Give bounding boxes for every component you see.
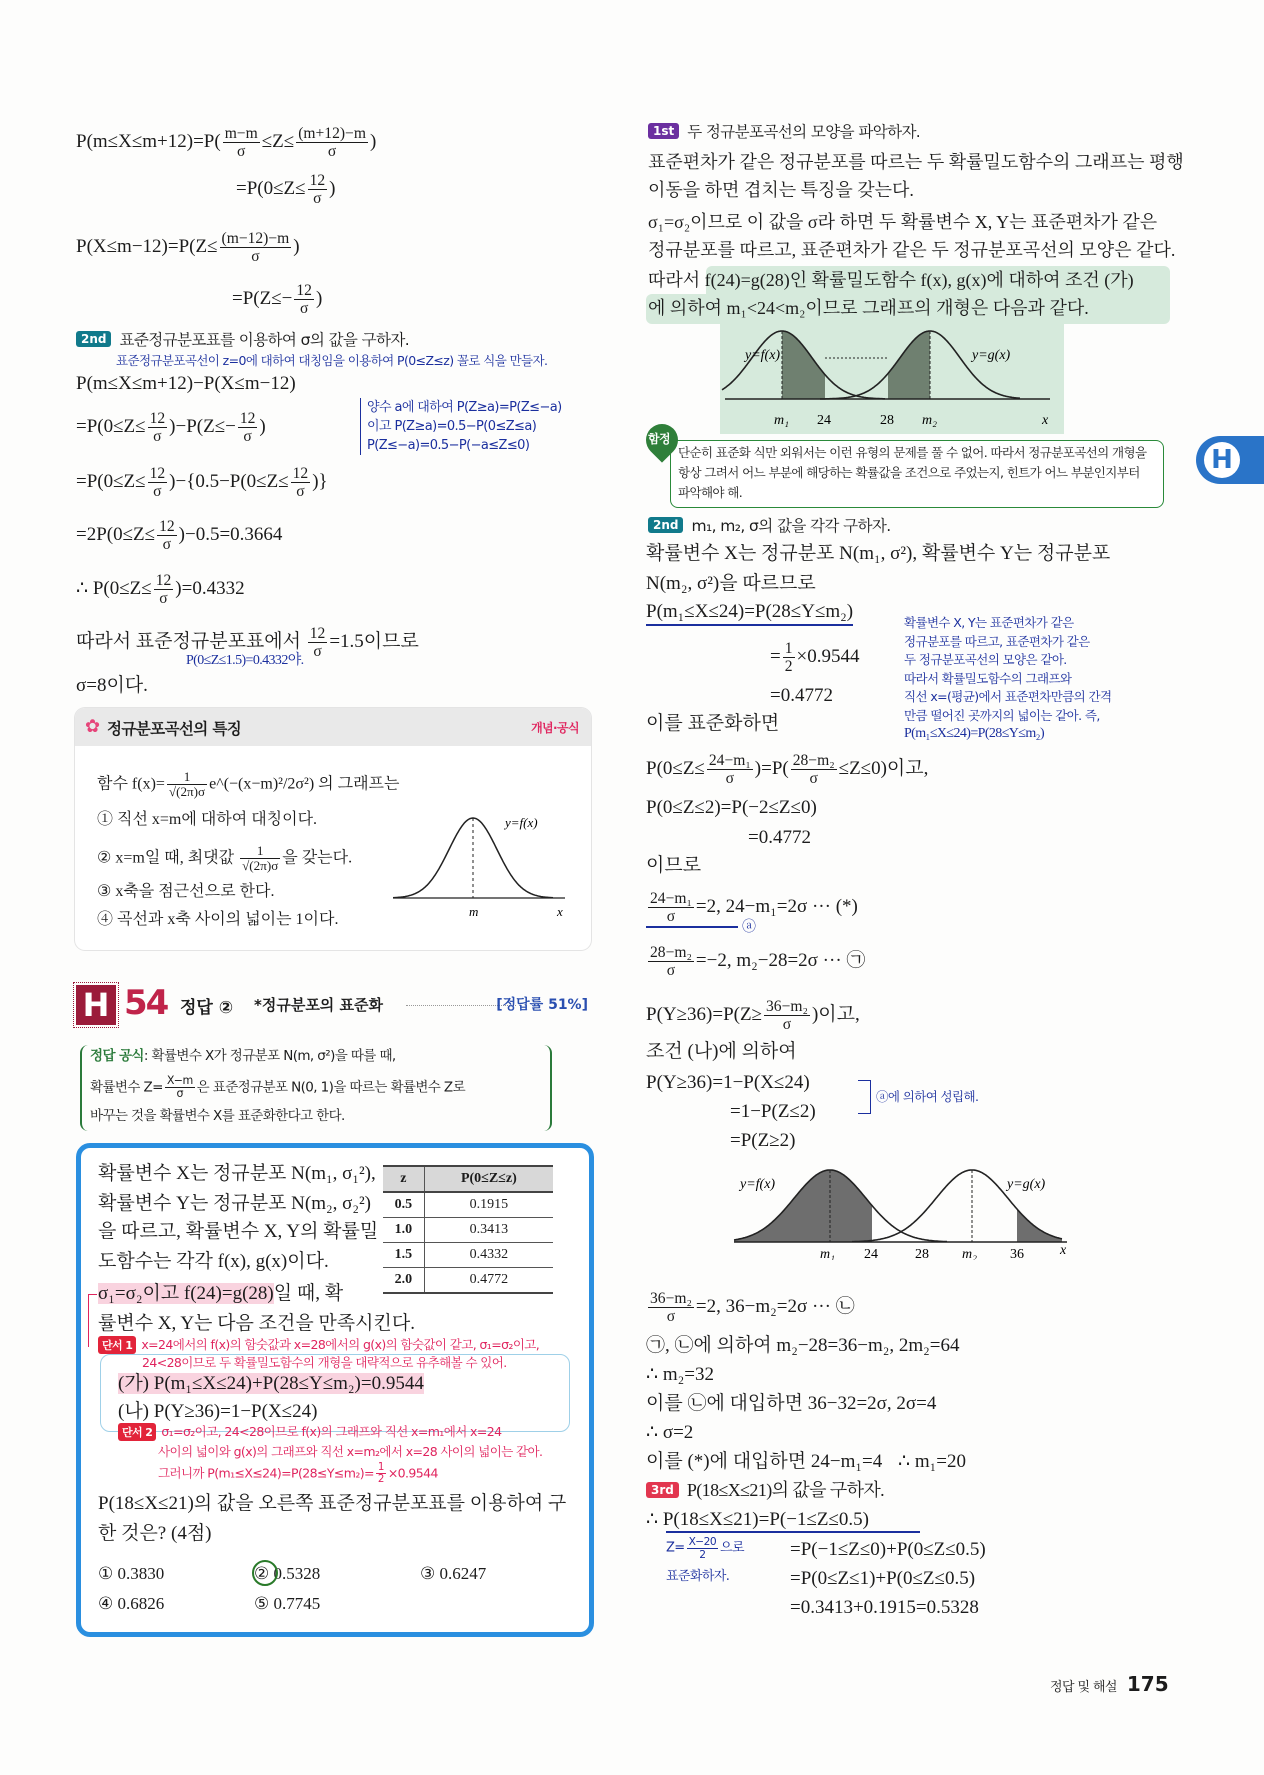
fraction: $\frac{\text{24−m₁}}{\sigma}$ <box>650 890 692 926</box>
section-tab-letter: H <box>1204 442 1240 478</box>
side-note-line: P(m₁≤X≤24)=P(28≤Y≤m₂) <box>904 726 1045 741</box>
side-note-line: P(Z≤−a)=0.5−P(−a≤Z≤0) <box>367 438 530 453</box>
concept-title: 정규분포곡선의 특징 <box>107 720 242 738</box>
side-note-line: 만큼 떨어진 곳까지의 넓이는 같아. 즉, <box>904 707 1100 723</box>
solution-line: P(m₁≤X≤24)=P(28≤Y≤m₂) <box>646 600 853 626</box>
highlighted-condition: σ₁=σ₂이고 f(24)=g(28) <box>98 1283 274 1304</box>
formula-line: P(m≤X≤m+12)−P(X≤m−12) <box>76 373 296 394</box>
step-title: 표준정규분포표를 이용하여 σ의 값을 구하자. <box>119 331 410 349</box>
side-note: 표준화하자. <box>666 1569 730 1584</box>
table-header-cell: P(0≤Z≤z) <box>424 1166 553 1192</box>
tick-label: 28 <box>880 413 894 428</box>
answer-formula <box>80 1045 552 1131</box>
note-bracket <box>858 1080 871 1114</box>
formula-line: 바꾸는 것을 확률변수 X를 표준화한다고 한다. <box>90 1108 345 1124</box>
table-cell: 1.0 <box>383 1218 424 1243</box>
underline-3rd <box>666 1531 920 1533</box>
tick-label: m₁ <box>820 1247 835 1260</box>
table-note: P(0≤Z≤1.5)=0.4332야. <box>186 653 304 668</box>
side-note-line: 확률변수 X, Y는 표준편차가 같은 <box>904 615 1074 630</box>
fraction: $\frac{(m+12)-m}{\sigma}$ <box>298 125 366 161</box>
tick-label: m₂ <box>962 1247 977 1260</box>
trap-line: 단순히 표준화 식만 외워서는 이런 유형의 문제를 풀 수 없어. 따라서 정규분포곡선의 개형을 <box>678 445 1147 460</box>
fraction: $\frac{12}{\sigma}$ <box>155 572 172 608</box>
solution-line: 이를 표준화하면 <box>646 713 780 734</box>
fraction: $\frac{12}{\sigma}$ <box>309 172 326 208</box>
concept-line: ② x=m일 때, 최댓값 $\frac{1}{√(2\pi)\sigma}$ 을 갖는다. <box>97 843 353 874</box>
formula-line: P(m≤X≤m+12)=P( $\frac{m-m}{\sigma}$ ≤Z≤ $\frac{(m+12)-m}{\sigma}$ ) <box>76 125 377 161</box>
tick-label: x <box>1042 413 1049 428</box>
problem-text <box>98 1282 343 1306</box>
solution-line: 이므로 <box>646 855 702 876</box>
problem-text: 도함수는 각각 f(x), g(x)이다. <box>98 1251 329 1272</box>
step2-header <box>76 328 409 352</box>
problem-text: 확률변수 X는 정규분포 N(m₁, σ₁²), <box>98 1163 376 1184</box>
concept-tag: 개념·공식 <box>531 721 579 735</box>
side-note <box>360 398 562 455</box>
tick-label: m₂ <box>922 413 937 428</box>
problem-header <box>76 985 596 1029</box>
table-header-cell: z <box>383 1166 424 1192</box>
clue-text: σ₁=σ₂이고, 24<28이므로 f(x)의 그래프와 직선 x=m₁에서 x=24 <box>161 1424 502 1439</box>
formula-label: 정답 공식 <box>90 1048 144 1064</box>
formula-line: 따라서 표준정규분포표에서 $\frac{12}{\sigma}$ =1.5이므로 <box>76 625 419 661</box>
concept-box <box>75 708 591 950</box>
side-note <box>904 614 1111 744</box>
f-curve-label: y=f(x) <box>740 1177 776 1192</box>
clue2-line: 사이의 넓이와 g(x)의 그래프와 직선 x=m₂에서 x=28 사이의 넓이는 같아. <box>158 1444 543 1459</box>
fraction: $\frac{1}{√(2\pi)\sigma}$ <box>242 843 279 874</box>
solution-line: P(Y≥36)=P(Z≥ $\frac{\text{36−m₂}}{\sigma}$ )이고, <box>646 998 860 1034</box>
solution-line: 확률변수 X는 정규분포 N(m₁, σ²), 확률변수 Y는 정규분포 <box>646 543 1111 564</box>
solution-line: $\frac{\text{28−m₂}}{\sigma}$ =−2, m₂−28=2σ ··· ㉠ <box>650 944 866 980</box>
choice-4[interactable]: ④ 0.6826 <box>98 1594 165 1613</box>
clue-tag: 단서 2 <box>118 1423 156 1441</box>
solution-line: $\frac{\text{24−m₁}}{\sigma}$ =2, 24−m₁=2σ ··· (*) <box>650 890 858 926</box>
fraction: $\frac{12}{\sigma}$ <box>296 282 312 318</box>
note-a: ⓐ에 의하여 성립해. <box>876 1089 979 1104</box>
fraction: $\frac{1}{2}$ <box>784 640 793 676</box>
choice-5[interactable]: ⑤ 0.7745 <box>254 1594 321 1613</box>
table-cell: 2.0 <box>383 1268 424 1294</box>
table-cell: 0.1915 <box>424 1192 553 1218</box>
fraction: $\frac{12}{\sigma}$ <box>239 410 256 446</box>
clue1 <box>98 1336 539 1354</box>
tick-label: 24 <box>864 1247 878 1260</box>
formula-line: =2P(0≤Z≤ $\frac{12}{\sigma}$ )−0.5=0.3664 <box>76 518 283 554</box>
solution-line: =0.4772 <box>770 685 833 706</box>
concept-line: ① 직선 x=m에 대하여 대칭이다. <box>97 811 318 828</box>
clue1-line: 24<28이므로 두 확률밀도함수의 개형을 대략적으로 유추해볼 수 있어. <box>142 1355 507 1370</box>
solution-line: 조건 (나)에 의하여 <box>646 1041 797 1062</box>
solution-line: =0.3413+0.1915=0.5328 <box>790 1597 979 1618</box>
formula-line: =P(Z≤− $\frac{12}{\sigma}$ ) <box>232 282 323 318</box>
footer-label: 정답 및 해설 <box>1050 1680 1117 1695</box>
fraction: $\frac{\text{24−m₁}}{\sigma}$ <box>708 752 751 788</box>
fraction: $\frac{\text{36−m₂}}{\sigma}$ <box>766 998 808 1034</box>
page-footer <box>1050 1672 1169 1697</box>
graph-shaded-tails <box>732 1160 1077 1260</box>
curve-label: y=f(x) <box>505 815 538 830</box>
z-table <box>383 1165 553 1294</box>
problem-text: 을 따르고, 확률변수 X, Y의 확률밀 <box>98 1221 379 1242</box>
step-badge: 2nd <box>76 331 111 347</box>
side-note-line: 직선 x=(평균)에서 표준편차만큼의 간격 <box>904 689 1112 704</box>
step-title: P(18≤X≤21)의 값을 구하자. <box>686 1480 885 1500</box>
solution-line: 정규분포를 따르고, 표준편차가 같은 두 정규분포곡선의 모양은 같다. <box>648 240 1176 260</box>
g-curve-label: y=g(x) <box>972 348 1011 363</box>
trap-line: 파악해야 해. <box>678 485 743 500</box>
fraction: $\frac{\text{28−m₂}}{\sigma}$ <box>650 944 692 980</box>
problem-text: 률변수 X, Y는 다음 조건을 만족시킨다. <box>98 1313 415 1334</box>
solution-line: $\frac{\text{36−m₂}}{\sigma}$ =2, 36−m₂=2σ ··· ㉡ <box>650 1290 855 1326</box>
table-row <box>383 1218 553 1243</box>
solution-line: ∴ σ=2 <box>646 1422 694 1443</box>
table-cell: 1.5 <box>383 1243 424 1268</box>
step2-header <box>648 514 891 538</box>
table-cell: 0.5 <box>383 1192 424 1218</box>
clue2 <box>118 1423 501 1441</box>
solution-line: 따라서 f(24)=g(28)인 확률밀도함수 f(x), g(x)에 대하여 조건 (가) <box>648 270 1134 290</box>
step-badge: 2nd <box>648 517 683 533</box>
solution-line: σ₁=σ₂이므로 이 값을 σ라 하면 두 확률변수 X, Y는 표준편차가 같은 <box>648 212 1158 232</box>
f-curve-label: y=f(x) <box>745 348 781 363</box>
formula-line: 확률변수 Z= $\frac{X-m}{\sigma}$ 은 표준정규분포 N(0, 1)을 따르는 확률변수 Z로 <box>90 1074 466 1101</box>
fraction: $\frac{12}{\sigma}$ <box>292 465 309 501</box>
side-note-line: 이고 P(Z≥a)=0.5−P(0≤Z≤a) <box>367 419 537 434</box>
solution-line: ∴ m₂=32 <box>646 1364 714 1385</box>
solution-line: =P(−1≤Z≤0)+P(0≤Z≤0.5) <box>790 1539 986 1560</box>
fraction: $\frac{\text{28−m₂}}{\sigma}$ <box>792 752 835 788</box>
side-note-line: 따라서 확률밀도함수의 그래프와 <box>904 670 1072 686</box>
problem-number: 54 <box>124 983 168 1023</box>
g-curve-label: y=g(x) <box>1007 1177 1046 1192</box>
correct-rate: [정답률 51%] <box>496 997 588 1013</box>
table-cell: 0.4332 <box>424 1243 553 1268</box>
selected-choice-circle <box>252 1560 278 1586</box>
fraction: $\frac{X-m}{\sigma}$ <box>166 1074 193 1101</box>
solution-line: ㉠, ㉡에 의하여 m₂−28=36−m₂, 2m₂=64 <box>646 1335 960 1356</box>
concept-line: ④ 곡선과 x축 사이의 넓이는 1이다. <box>97 911 339 928</box>
table-row <box>383 1192 553 1218</box>
concept-line: ③ x축을 점근선으로 한다. <box>97 883 275 900</box>
choice-2[interactable]: ② 0.5328 <box>254 1564 321 1583</box>
answer-label: 정답 ② <box>180 998 234 1018</box>
x-axis-label: x <box>557 904 563 919</box>
table-row <box>383 1268 553 1294</box>
solution-line: = $\frac{1}{2}$ ×0.9544 <box>770 640 860 676</box>
table-row <box>383 1243 553 1268</box>
formula-line: σ=8이다. <box>76 675 148 696</box>
side-note-line: 양수 a에 대하여 P(Z≥a)=P(Z≤−a) <box>367 400 562 415</box>
tick-label: 24 <box>817 413 831 428</box>
solution-line: P(0≤Z≤ $\frac{\text{24−m₁}}{\sigma}$ )=P( $\frac{\text{28−m₂}}{\sigma}$ ≤Z≤0)이고, <box>646 752 929 788</box>
fraction: $\frac{m-m}{\sigma}$ <box>224 125 258 161</box>
clue2-line: 그러니까 P(m₁≤X≤24)=P(28≤Y≤m₂)= $\frac{1}{2}$ ×0.9544 <box>158 1461 438 1486</box>
step3-header <box>646 1478 884 1503</box>
side-note: Z= $\frac{X-20}{2}$ 으로 <box>666 1535 744 1561</box>
choice-3[interactable]: ③ 0.6247 <box>420 1564 487 1583</box>
condition-b: (나) P(Y≥36)=1−P(X≤24) <box>118 1401 318 1422</box>
concept-header <box>75 708 591 746</box>
formula-text: : 확률변수 X가 정규분포 N(m, σ²)을 따를 때, <box>143 1048 396 1064</box>
table-cell: 0.4772 <box>424 1268 553 1294</box>
step-title: 두 정규분포곡선의 모양을 파악하자. <box>687 123 921 141</box>
formula-line: =P(0≤Z≤ $\frac{12}{\sigma}$ )−{0.5−P(0≤Z≤ $\frac{12}{\sigma}$ )} <box>76 465 328 501</box>
solution-line: 에 의하여 m₁<24<m₂이므로 그래프의 개형은 다음과 같다. <box>648 298 1089 318</box>
clue-tag: 단서 1 <box>98 1336 136 1354</box>
page-number: 175 <box>1126 1672 1169 1696</box>
formula-line: =P(0≤Z≤ $\frac{12}{\sigma}$ ) <box>236 172 336 208</box>
solution-line: 표준편차가 같은 정규분포를 따르는 두 확률밀도함수의 그래프는 평행 <box>648 152 1184 172</box>
mark-a: ⓐ <box>742 920 756 935</box>
fraction: $\frac{1}{2}$ <box>377 1461 384 1486</box>
solution-line: =0.4772 <box>748 827 811 848</box>
step-badge: 3rd <box>646 1482 679 1498</box>
fraction: $\frac{1}{√(2\pi)\sigma}$ <box>168 769 206 800</box>
formula-line <box>90 1047 396 1065</box>
fraction: $\frac{12}{\sigma}$ <box>149 410 166 446</box>
table-header <box>383 1166 553 1192</box>
hint-note: 표준정규분포곡선이 z=0에 대하여 대칭임을 이용하여 P(0≤Z≤z) 꼴로 식을 만들자. <box>116 353 548 368</box>
solution-line: P(Y≥36)=1−P(X≤24) <box>646 1072 810 1093</box>
condition-a-text: (가) P(m₁≤X≤24)+P(28≤Y≤m₂)=0.9544 <box>118 1373 424 1394</box>
side-note-line: 두 정규분포곡선의 모양은 같아. <box>904 652 1067 667</box>
section-tab-h[interactable] <box>1196 436 1264 484</box>
graph-two-normal-curves <box>720 324 1064 434</box>
clue-connector <box>88 1294 97 1347</box>
problem-text: 확률변수 Y는 정규분포 N(m₂, σ₂²) <box>98 1193 371 1214</box>
side-note-line: 정규분포를 따르고, 표준편차가 같은 <box>904 633 1090 649</box>
step-title: m₁, m₂, σ의 값을 각각 구하자. <box>691 517 891 535</box>
tick-label: m₁ <box>774 413 789 428</box>
problem-letter: H <box>76 985 116 1025</box>
formula-line: =P(0≤Z≤ $\frac{12}{\sigma}$ )−P(Z≤− $\frac{12}{\sigma}$ ) <box>76 410 266 446</box>
fraction: $\frac{12}{\sigma}$ <box>309 625 326 661</box>
solution-line: =P(Z≥2) <box>730 1130 796 1151</box>
tick-label: 28 <box>915 1247 929 1260</box>
solution-line: 이를 (*)에 대입하면 24−m₁=4 <box>646 1451 883 1472</box>
underline-a <box>646 926 738 928</box>
fraction: $\frac{X-20}{2}$ <box>688 1535 716 1561</box>
step-badge: 1st <box>648 123 679 139</box>
normal-curve-graph <box>393 803 573 933</box>
solution-line: =P(0≤Z≤1)+P(0≤Z≤0.5) <box>790 1568 976 1589</box>
choice-1[interactable]: ① 0.3830 <box>98 1564 165 1583</box>
solution-line: N(m₂, σ²)을 따르므로 <box>646 573 816 594</box>
mean-label: m <box>469 904 479 919</box>
fraction: $\frac{\text{36−m₂}}{\sigma}$ <box>650 1290 692 1326</box>
tick-label: 36 <box>1010 1247 1024 1260</box>
question-text: 한 것은? (4점) <box>98 1523 212 1544</box>
trap-tag: 함정 <box>648 432 670 446</box>
solution-line: =1−P(Z≤2) <box>730 1101 816 1122</box>
fraction: $\frac{(m-12)-m}{\sigma}$ <box>221 230 290 266</box>
step1-header <box>648 120 920 144</box>
table-cell: 0.3413 <box>424 1218 553 1243</box>
tick-label: x <box>1060 1243 1067 1258</box>
topic-label: *정규분포의 표준화 <box>254 996 383 1014</box>
trap-line: 항상 그려서 어느 부분에 해당하는 확률값을 조건으로 주었는지, 힌트가 어느 부분인지부터 <box>678 465 1140 480</box>
solution-line: 이동을 하면 겹치는 특징을 갖는다. <box>648 180 914 200</box>
solution-line: P(0≤Z≤2)=P(−2≤Z≤0) <box>646 797 817 818</box>
clue-text: x=24에서의 f(x)의 함숫값과 x=28에서의 g(x)의 함숫값이 같고, σ₁=σ₂이고, <box>141 1337 540 1352</box>
question-text: P(18≤X≤21)의 값을 오른쪽 표준정규분포표를 이용하여 구 <box>98 1493 567 1514</box>
flower-icon: ✿ <box>85 716 101 736</box>
formula-line: ∴ P(0≤Z≤ $\frac{12}{\sigma}$ )=0.4332 <box>76 572 245 608</box>
concept-line: 함수 f(x)= $\frac{1}{√(2\pi)\sigma}$ e^(−(x−m)²/2σ²) 의 그래프는 <box>97 769 400 800</box>
fraction: $\frac{12}{\sigma}$ <box>149 465 166 501</box>
solution-line: 이를 ㉡에 대입하면 36−32=2σ, 2σ=4 <box>646 1393 937 1414</box>
formula-line: P(X≤m−12)=P(Z≤ $\frac{(m-12)-m}{\sigma}$ ) <box>76 230 300 266</box>
problem-text-tail: 일 때, 확 <box>273 1283 344 1304</box>
solution-line: ∴ P(18≤X≤21)=P(−1≤Z≤0.5) <box>646 1509 869 1530</box>
condition-a <box>118 1372 424 1396</box>
fraction: $\frac{12}{\sigma}$ <box>159 518 175 554</box>
solution-line: ∴ m₁=20 <box>898 1451 966 1472</box>
